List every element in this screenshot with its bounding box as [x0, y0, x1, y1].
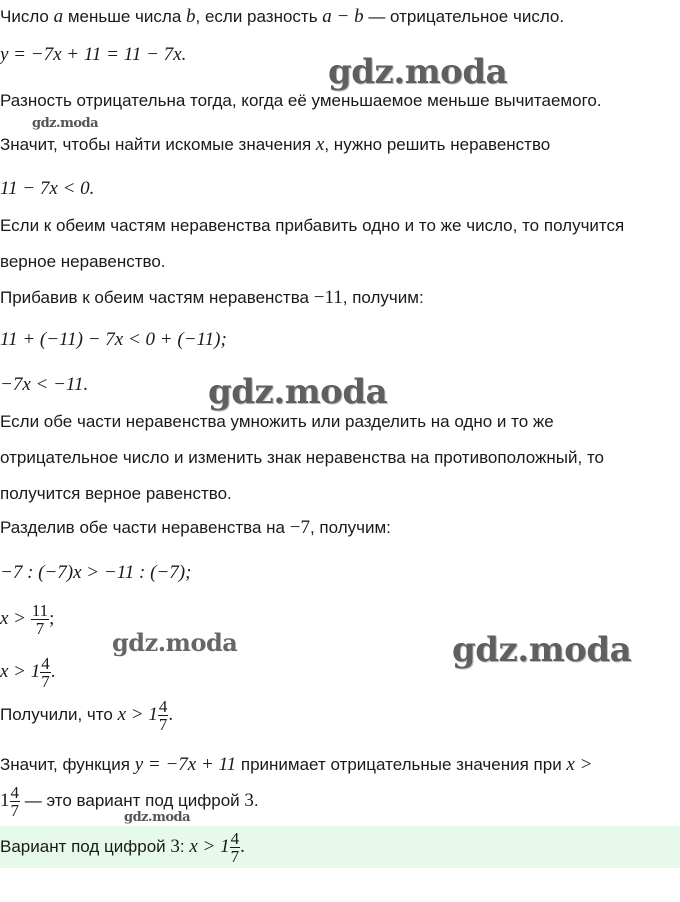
- formula-line-16: [0, 602, 54, 637]
- fraction-numerator: 4: [41, 654, 50, 673]
- text-line-13: получится верное равенство.: [0, 484, 232, 503]
- math: ;: [49, 607, 55, 629]
- math: x > 1: [117, 703, 158, 725]
- text-line-11: Если обе части неравенства умножить или разделить на одно и то же: [0, 412, 554, 431]
- math-number: −11: [313, 287, 343, 308]
- text: , получим:: [342, 288, 424, 307]
- fraction-numerator: 4: [10, 783, 19, 802]
- text-line-8: [0, 287, 424, 309]
- watermark-logo: gdz.moda: [124, 810, 191, 825]
- watermark-logo: gdz.moda: [32, 116, 99, 131]
- fraction-numerator: 4: [230, 829, 240, 848]
- text: , получим:: [309, 518, 391, 537]
- fraction: [158, 698, 169, 733]
- math: 3: [244, 789, 254, 811]
- math: .: [240, 835, 245, 857]
- text: Прибавив к обеим частям неравенства: [0, 288, 314, 307]
- fraction: [40, 655, 51, 690]
- text: Получили, что: [0, 704, 118, 724]
- answer-line: [0, 830, 245, 865]
- text-line-1: [0, 6, 564, 28]
- formula-line-9: 11 + (−11) − 7x < 0 + (−11);: [0, 329, 227, 350]
- math: x > 1: [0, 660, 41, 682]
- text: Вариант под цифрой: [0, 836, 171, 856]
- math: x >: [0, 607, 31, 629]
- math-var-a: a: [53, 6, 64, 27]
- fraction-numerator: 4: [158, 697, 168, 716]
- formula-line-2: y = −7x + 11 = 11 − 7x.: [0, 44, 187, 65]
- text-line-14: [0, 517, 391, 539]
- math: x >: [566, 754, 593, 775]
- text: принимает отрицательные значения при: [236, 755, 567, 774]
- fraction-denominator: 7: [35, 619, 45, 638]
- math-number: −7: [289, 517, 310, 538]
- math-var-b: b: [186, 6, 196, 27]
- text-line-6: Если к обеим частям неравенства прибавить одно и то же число, то получится: [0, 216, 625, 235]
- text-line-3: Разность отрицательна тогда, когда её уменьшаемое меньше вычитаемого.: [0, 91, 602, 110]
- fraction-denominator: 7: [41, 672, 50, 691]
- formula-line-5: 11 − 7x < 0.: [0, 178, 95, 199]
- text: — отрицательное число.: [363, 7, 565, 26]
- text-line-18: [0, 698, 173, 733]
- math: x > 1: [189, 835, 230, 857]
- fraction-numerator: 11: [31, 601, 49, 620]
- text: — это вариант под цифрой: [20, 790, 245, 810]
- text: меньше числа: [63, 7, 187, 26]
- watermark-logo: gdz.moda: [208, 372, 388, 412]
- fraction: [230, 830, 241, 865]
- watermark-logo: gdz.moda: [452, 630, 632, 670]
- fraction: [10, 784, 21, 819]
- text-line-7: верное неравенство.: [0, 252, 166, 271]
- watermark-logo: gdz.moda: [112, 628, 238, 657]
- math: 1: [0, 789, 10, 811]
- text-line-4: [0, 134, 550, 156]
- formula-line-10: −7x < −11.: [0, 374, 89, 395]
- math: .: [50, 660, 56, 682]
- text-line-19: [0, 754, 592, 776]
- fraction: [31, 602, 49, 637]
- text-line-12: отрицательное число и изменить знак неравенства на противоположный, то: [0, 448, 605, 467]
- watermark-logo: gdz.moda: [328, 52, 508, 92]
- math-expression: a − b: [322, 6, 364, 27]
- fraction-denominator: 7: [10, 801, 19, 820]
- text: :: [179, 836, 190, 856]
- text: Число: [0, 7, 54, 26]
- text: .: [253, 790, 259, 810]
- math: y = −7x + 11: [134, 754, 237, 775]
- text: , нужно решить неравенство: [324, 135, 551, 154]
- math: .: [168, 703, 174, 725]
- text: Разделив обе части неравенства на: [0, 518, 290, 537]
- text: Значит, чтобы найти искомые значения: [0, 135, 316, 154]
- text: , если разность: [195, 7, 323, 26]
- fraction-denominator: 7: [230, 847, 240, 866]
- formula-line-15: −7 : (−7)x > −11 : (−7);: [0, 562, 192, 583]
- fraction-denominator: 7: [158, 715, 168, 734]
- math: 3: [170, 835, 180, 857]
- answer-box: [0, 826, 680, 868]
- text: Значит, функция: [0, 755, 135, 774]
- formula-line-17: [0, 655, 56, 690]
- math-var-x: x: [315, 134, 325, 155]
